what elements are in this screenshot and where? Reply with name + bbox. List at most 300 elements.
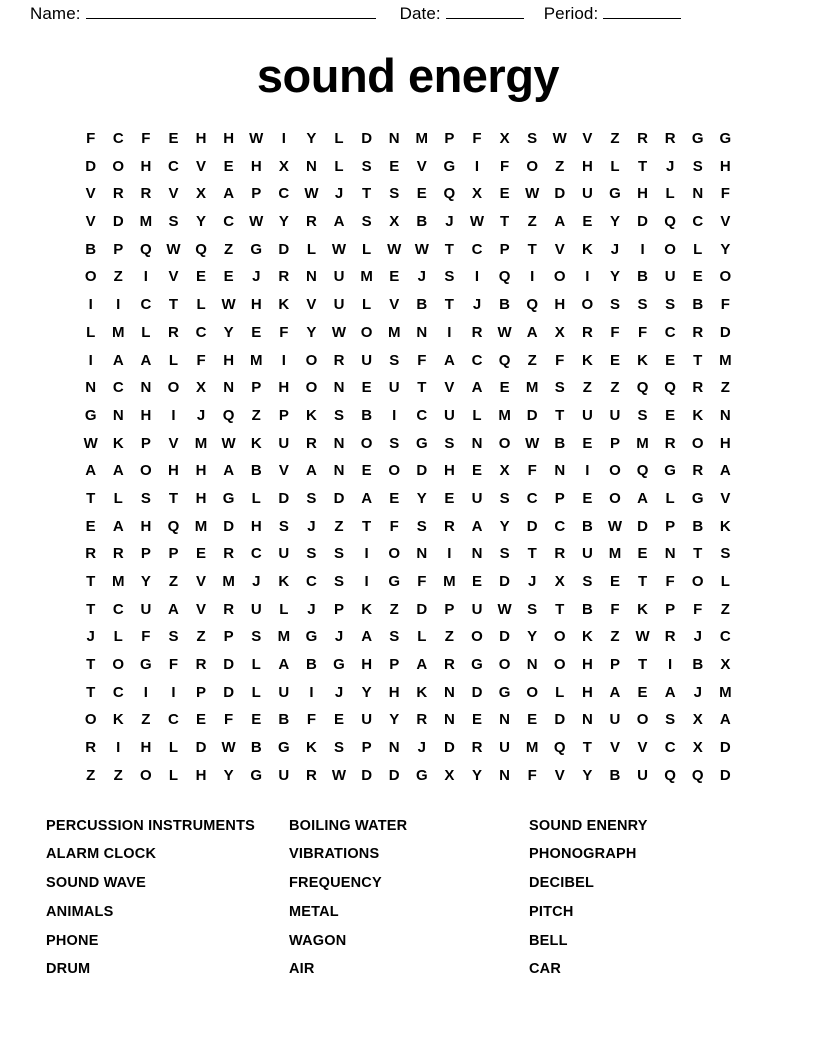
grid-cell[interactable]: R	[278, 268, 290, 286]
grid-cell[interactable]: H	[140, 157, 152, 175]
grid-cell[interactable]: P	[444, 130, 455, 147]
grid-cell[interactable]: T	[693, 351, 703, 369]
grid-cell[interactable]: C	[664, 323, 676, 341]
grid-cell[interactable]: L	[306, 240, 316, 258]
grid-cell[interactable]: G	[719, 130, 732, 147]
grid-cell[interactable]: Q	[636, 462, 649, 480]
grid-cell[interactable]: V	[554, 240, 565, 258]
grid-cell[interactable]: A	[664, 683, 676, 701]
word-list-item[interactable]: AIR	[289, 961, 315, 978]
grid-cell[interactable]: E	[196, 545, 207, 563]
grid-cell[interactable]: V	[168, 185, 179, 203]
grid-cell[interactable]: G	[443, 157, 456, 175]
grid-cell[interactable]: Z	[582, 379, 592, 397]
grid-cell[interactable]: E	[637, 545, 648, 563]
grid-cell[interactable]: M	[608, 545, 622, 563]
grid-cell[interactable]: I	[116, 739, 121, 757]
grid-cell[interactable]: H	[443, 462, 455, 480]
grid-cell[interactable]: U	[471, 489, 483, 507]
grid-cell[interactable]: Z	[527, 351, 537, 369]
grid-cell[interactable]: Y	[223, 766, 234, 784]
grid-cell[interactable]: R	[112, 185, 124, 203]
grid-cell[interactable]: O	[691, 573, 704, 590]
grid-cell[interactable]: I	[447, 545, 452, 563]
grid-cell[interactable]: G	[222, 489, 235, 507]
grid-cell[interactable]: V	[444, 379, 455, 397]
grid-cell[interactable]: C	[416, 406, 428, 424]
grid-cell[interactable]: A	[416, 656, 428, 674]
grid-cell[interactable]: I	[364, 573, 369, 590]
grid-cell[interactable]: L	[113, 489, 123, 507]
grid-cell[interactable]: I	[585, 462, 590, 480]
grid-cell[interactable]: S	[168, 628, 179, 646]
grid-cell[interactable]: E	[361, 379, 372, 397]
grid-cell[interactable]: K	[112, 711, 124, 729]
grid-cell[interactable]: F	[610, 323, 620, 341]
grid-cell[interactable]: E	[223, 157, 234, 175]
grid-cell[interactable]: S	[389, 185, 400, 203]
grid-cell[interactable]: F	[141, 130, 151, 147]
grid-cell[interactable]: W	[552, 130, 567, 147]
grid-cell[interactable]: S	[444, 434, 455, 452]
grid-cell[interactable]: R	[664, 628, 676, 646]
grid-cell[interactable]: G	[388, 573, 401, 590]
grid-cell[interactable]: H	[719, 434, 731, 452]
grid-cell[interactable]: D	[223, 656, 235, 674]
grid-cell[interactable]: R	[223, 545, 235, 563]
grid-cell[interactable]: A	[306, 462, 317, 480]
grid-cell[interactable]: R	[195, 656, 207, 674]
word-list-item[interactable]: METAL	[289, 903, 339, 920]
grid-cell[interactable]: K	[278, 296, 290, 314]
grid-cell[interactable]: Z	[389, 600, 399, 618]
grid-cell[interactable]: D	[554, 711, 566, 729]
grid-cell[interactable]: X	[389, 213, 400, 231]
word-list-item[interactable]: SOUND ENENRY	[529, 817, 648, 834]
grid-cell[interactable]: S	[554, 379, 565, 397]
grid-cell[interactable]: M	[498, 406, 511, 424]
grid-cell[interactable]: V	[416, 157, 427, 175]
grid-cell[interactable]: Q	[526, 296, 538, 314]
grid-cell[interactable]: B	[306, 656, 317, 674]
grid-cell[interactable]: Q	[664, 213, 676, 231]
grid-cell[interactable]: C	[278, 185, 290, 203]
grid-cell[interactable]: R	[692, 323, 704, 341]
grid-cell[interactable]: Y	[278, 213, 289, 231]
grid-cell[interactable]: V	[278, 462, 289, 480]
grid-cell[interactable]: O	[305, 379, 318, 397]
grid-cell[interactable]: T	[86, 683, 96, 701]
grid-cell[interactable]: U	[581, 545, 593, 563]
grid-cell[interactable]: K	[112, 434, 124, 452]
grid-cell[interactable]: P	[665, 600, 676, 618]
grid-cell[interactable]: G	[664, 462, 676, 480]
grid-cell[interactable]: I	[447, 323, 452, 341]
grid-cell[interactable]: Y	[499, 517, 510, 535]
grid-cell[interactable]: Y	[416, 489, 427, 507]
grid-cell[interactable]: S	[361, 213, 372, 231]
grid-cell[interactable]: Q	[664, 766, 676, 784]
grid-cell[interactable]: F	[665, 573, 675, 590]
grid-cell[interactable]: W	[469, 213, 485, 231]
grid-cell[interactable]: L	[472, 406, 482, 424]
grid-cell[interactable]: Z	[610, 379, 620, 397]
grid-cell[interactable]: J	[417, 268, 426, 286]
grid-cell[interactable]: O	[609, 462, 621, 480]
grid-cell[interactable]: A	[140, 351, 152, 369]
grid-cell[interactable]: F	[637, 323, 648, 341]
grid-cell[interactable]: M	[360, 268, 373, 286]
grid-cell[interactable]: H	[140, 739, 152, 757]
grid-cell[interactable]: N	[306, 157, 317, 175]
grid-cell[interactable]: Q	[195, 240, 207, 258]
grid-cell[interactable]: C	[692, 213, 704, 231]
grid-cell[interactable]: I	[171, 683, 176, 701]
grid-cell[interactable]: A	[85, 462, 97, 480]
grid-cell[interactable]: V	[389, 296, 400, 314]
grid-cell[interactable]: U	[443, 406, 455, 424]
grid-cell[interactable]: R	[664, 130, 676, 147]
grid-cell[interactable]: P	[609, 434, 620, 452]
grid-cell[interactable]: Q	[664, 379, 676, 397]
grid-cell[interactable]: R	[471, 323, 483, 341]
grid-cell[interactable]: A	[223, 185, 235, 203]
grid-cell[interactable]: J	[86, 628, 95, 646]
grid-cell[interactable]: F	[499, 157, 510, 175]
grid-cell[interactable]: L	[196, 296, 206, 314]
grid-cell[interactable]: E	[251, 323, 262, 341]
grid-cell[interactable]: H	[168, 462, 179, 480]
grid-cell[interactable]: E	[471, 462, 482, 480]
grid-cell[interactable]: Q	[498, 351, 511, 369]
grid-cell[interactable]: D	[333, 489, 345, 507]
grid-cell[interactable]: S	[334, 545, 345, 563]
grid-cell[interactable]: V	[168, 268, 179, 286]
grid-cell[interactable]: A	[471, 517, 483, 535]
grid-cell[interactable]: M	[443, 573, 456, 590]
grid-cell[interactable]: W	[607, 517, 623, 535]
grid-cell[interactable]: N	[333, 379, 345, 397]
grid-cell[interactable]: P	[499, 240, 510, 258]
grid-cell[interactable]: G	[609, 185, 621, 203]
grid-cell[interactable]: Q	[691, 766, 704, 784]
grid-cell[interactable]: Y	[527, 628, 538, 646]
grid-cell[interactable]: J	[196, 406, 206, 424]
grid-cell[interactable]: U	[278, 545, 290, 563]
grid-cell[interactable]: N	[388, 739, 400, 757]
word-list-item[interactable]: SOUND WAVE	[46, 875, 147, 892]
grid-cell[interactable]: W	[221, 739, 236, 757]
grid-cell[interactable]: T	[444, 240, 454, 258]
grid-cell[interactable]: A	[471, 379, 483, 397]
grid-cell[interactable]: S	[637, 406, 648, 424]
grid-cell[interactable]: N	[140, 379, 152, 397]
grid-cell[interactable]: A	[637, 489, 648, 507]
grid-cell[interactable]: M	[194, 434, 208, 452]
word-list-item[interactable]: WAGON	[289, 932, 347, 949]
grid-cell[interactable]: I	[281, 351, 286, 369]
grid-cell[interactable]: F	[86, 130, 96, 147]
grid-cell[interactable]: V	[609, 739, 620, 757]
grid-cell[interactable]: S	[389, 351, 400, 369]
grid-cell[interactable]: J	[334, 683, 344, 701]
grid-cell[interactable]: S	[416, 517, 427, 535]
grid-cell[interactable]: M	[139, 213, 153, 231]
grid-cell[interactable]: U	[499, 739, 510, 757]
grid-cell[interactable]: L	[334, 130, 344, 147]
grid-cell[interactable]: F	[472, 130, 482, 147]
grid-cell[interactable]: A	[361, 628, 373, 646]
grid-cell[interactable]: P	[223, 628, 234, 646]
grid-cell[interactable]: S	[665, 711, 676, 729]
grid-cell[interactable]: E	[389, 157, 400, 175]
grid-cell[interactable]: T	[362, 517, 372, 535]
grid-cell[interactable]: C	[471, 351, 483, 369]
grid-cell[interactable]: T	[637, 157, 648, 175]
grid-cell[interactable]: Q	[498, 268, 511, 286]
grid-cell[interactable]: B	[692, 656, 704, 674]
grid-cell[interactable]: R	[140, 185, 152, 203]
grid-cell[interactable]: N	[416, 323, 428, 341]
grid-cell[interactable]: X	[554, 573, 565, 590]
grid-cell[interactable]: A	[223, 462, 235, 480]
grid-cell[interactable]: X	[196, 379, 207, 397]
grid-cell[interactable]: E	[582, 489, 593, 507]
grid-cell[interactable]: L	[362, 240, 372, 258]
grid-cell[interactable]: W	[635, 628, 650, 646]
grid-cell[interactable]: O	[498, 434, 511, 452]
grid-cell[interactable]: B	[554, 434, 566, 452]
grid-cell[interactable]: D	[637, 213, 648, 231]
grid-cell[interactable]: W	[83, 434, 98, 452]
grid-cell[interactable]: E	[665, 406, 676, 424]
grid-cell[interactable]: P	[609, 656, 620, 674]
grid-cell[interactable]: U	[361, 351, 373, 369]
grid-cell[interactable]: T	[417, 379, 427, 397]
word-list-item[interactable]: PHONOGRAPH	[529, 846, 637, 863]
grid-cell[interactable]: N	[692, 185, 704, 203]
grid-cell[interactable]: H	[140, 517, 152, 535]
grid-cell[interactable]: F	[417, 573, 427, 590]
grid-cell[interactable]: J	[528, 573, 537, 590]
grid-cell[interactable]: G	[250, 240, 263, 258]
grid-cell[interactable]: H	[719, 157, 731, 175]
grid-cell[interactable]: T	[555, 406, 565, 424]
grid-cell[interactable]: I	[530, 268, 535, 286]
grid-cell[interactable]: G	[691, 489, 704, 507]
grid-cell[interactable]: E	[389, 489, 400, 507]
grid-cell[interactable]: P	[389, 656, 400, 674]
grid-cell[interactable]: N	[719, 406, 731, 424]
grid-cell[interactable]: B	[416, 213, 428, 231]
grid-cell[interactable]: T	[527, 240, 537, 258]
grid-cell[interactable]: K	[306, 406, 317, 424]
grid-cell[interactable]: Y	[306, 130, 317, 147]
grid-cell[interactable]: U	[333, 296, 345, 314]
grid-cell[interactable]: H	[361, 656, 373, 674]
grid-cell[interactable]: I	[585, 268, 590, 286]
grid-cell[interactable]: B	[581, 517, 593, 535]
grid-cell[interactable]: A	[361, 489, 373, 507]
grid-cell[interactable]: V	[196, 600, 207, 618]
grid-cell[interactable]: F	[527, 766, 537, 784]
grid-cell[interactable]: X	[444, 766, 455, 784]
word-list-item[interactable]: PERCUSSION INSTRUMENTS	[46, 817, 256, 834]
grid-cell[interactable]: Q	[140, 240, 152, 258]
grid-cell[interactable]: T	[86, 600, 96, 618]
grid-cell[interactable]: B	[692, 517, 704, 535]
grid-cell[interactable]: N	[471, 545, 483, 563]
grid-cell[interactable]: D	[471, 683, 483, 701]
grid-cell[interactable]: D	[416, 600, 428, 618]
grid-cell[interactable]: U	[581, 185, 593, 203]
grid-cell[interactable]: P	[665, 517, 676, 535]
grid-cell[interactable]: I	[281, 130, 286, 147]
grid-cell[interactable]: R	[333, 351, 345, 369]
grid-cell[interactable]: W	[166, 240, 181, 258]
grid-cell[interactable]: D	[443, 739, 455, 757]
grid-cell[interactable]: E	[471, 711, 482, 729]
grid-cell[interactable]: N	[306, 268, 317, 286]
grid-cell[interactable]: D	[526, 406, 538, 424]
grid-cell[interactable]: R	[306, 766, 317, 784]
grid-cell[interactable]: Q	[553, 739, 566, 757]
grid-cell[interactable]: O	[526, 157, 538, 175]
grid-cell[interactable]: C	[168, 711, 179, 729]
grid-cell[interactable]: J	[252, 573, 261, 590]
grid-cell[interactable]: N	[85, 379, 97, 397]
grid-cell[interactable]: E	[251, 711, 262, 729]
grid-cell[interactable]: E	[196, 711, 207, 729]
grid-cell[interactable]: Z	[720, 379, 730, 397]
grid-cell[interactable]: N	[388, 130, 400, 147]
grid-cell[interactable]: K	[250, 434, 262, 452]
grid-cell[interactable]: T	[168, 296, 179, 314]
grid-cell[interactable]: D	[223, 517, 235, 535]
grid-cell[interactable]: E	[609, 351, 620, 369]
grid-cell[interactable]: O	[388, 545, 401, 563]
grid-cell[interactable]: Z	[224, 240, 234, 258]
grid-cell[interactable]: L	[610, 157, 620, 175]
grid-cell[interactable]: Y	[140, 573, 151, 590]
grid-cell[interactable]: G	[84, 406, 97, 424]
grid-cell[interactable]: K	[692, 406, 704, 424]
grid-cell[interactable]: L	[168, 351, 179, 369]
word-list-item[interactable]: PHONE	[46, 932, 99, 949]
grid-cell[interactable]: B	[692, 296, 704, 314]
grid-cell[interactable]: A	[719, 462, 731, 480]
grid-cell[interactable]: O	[140, 766, 152, 784]
grid-cell[interactable]: B	[416, 296, 428, 314]
grid-cell[interactable]: L	[665, 185, 675, 203]
grid-cell[interactable]: I	[116, 296, 121, 314]
grid-cell[interactable]: N	[416, 545, 428, 563]
grid-cell[interactable]: Z	[334, 517, 344, 535]
grid-cell[interactable]: S	[334, 739, 345, 757]
grid-cell[interactable]: S	[665, 296, 676, 314]
grid-cell[interactable]: K	[581, 351, 593, 369]
grid-cell[interactable]: S	[499, 489, 510, 507]
grid-cell[interactable]: A	[112, 351, 124, 369]
grid-cell[interactable]: K	[306, 739, 317, 757]
grid-cell[interactable]: R	[664, 434, 676, 452]
grid-cell[interactable]: K	[361, 600, 373, 618]
grid-cell[interactable]: S	[334, 406, 345, 424]
grid-cell[interactable]: U	[278, 434, 290, 452]
grid-cell[interactable]: L	[362, 296, 372, 314]
grid-cell[interactable]: W	[249, 130, 264, 147]
grid-cell[interactable]: J	[693, 628, 702, 646]
grid-cell[interactable]: R	[306, 213, 317, 231]
grid-cell[interactable]: Y	[361, 683, 372, 701]
grid-cell[interactable]: A	[443, 351, 455, 369]
grid-cell[interactable]: F	[555, 351, 565, 369]
grid-cell[interactable]: U	[333, 268, 345, 286]
grid-cell[interactable]: X	[692, 711, 703, 729]
grid-cell[interactable]: W	[497, 323, 512, 341]
grid-cell[interactable]: R	[85, 545, 97, 563]
grid-cell[interactable]: H	[554, 296, 566, 314]
grid-cell[interactable]: S	[499, 545, 510, 563]
grid-cell[interactable]: D	[361, 766, 373, 784]
grid-cell[interactable]: M	[525, 739, 539, 757]
grid-cell[interactable]: O	[360, 434, 373, 452]
grid-cell[interactable]: F	[417, 351, 427, 369]
word-list-item[interactable]: ANIMALS	[46, 903, 114, 920]
grid-cell[interactable]: A	[168, 600, 179, 618]
grid-cell[interactable]: M	[194, 517, 208, 535]
grid-cell[interactable]: S	[334, 573, 345, 590]
grid-cell[interactable]: S	[278, 517, 289, 535]
grid-cell[interactable]: X	[499, 462, 510, 480]
grid-cell[interactable]: M	[415, 130, 429, 147]
grid-cell[interactable]: L	[665, 489, 675, 507]
word-list-item[interactable]: FREQUENCY	[289, 875, 382, 892]
grid-cell[interactable]: O	[664, 240, 676, 258]
grid-cell[interactable]: O	[581, 296, 594, 314]
grid-cell[interactable]: U	[664, 268, 676, 286]
grid-cell[interactable]: O	[140, 462, 152, 480]
grid-cell[interactable]: O	[553, 628, 566, 646]
grid-cell[interactable]: I	[640, 240, 645, 258]
grid-cell[interactable]: R	[416, 711, 428, 729]
grid-cell[interactable]: T	[86, 656, 96, 674]
grid-cell[interactable]: P	[113, 240, 124, 258]
grid-cell[interactable]: S	[609, 296, 620, 314]
grid-cell[interactable]: C	[112, 130, 124, 147]
grid-cell[interactable]: U	[388, 379, 400, 397]
grid-cell[interactable]: X	[196, 185, 207, 203]
grid-cell[interactable]: W	[221, 434, 236, 452]
grid-cell[interactable]: I	[171, 406, 176, 424]
grid-cell[interactable]: L	[555, 683, 565, 701]
grid-cell[interactable]: C	[223, 213, 235, 231]
grid-cell[interactable]: A	[112, 462, 124, 480]
grid-cell[interactable]: W	[414, 240, 429, 258]
grid-cell[interactable]: U	[361, 711, 373, 729]
grid-cell[interactable]: B	[637, 268, 648, 286]
grid-cell[interactable]: Y	[471, 766, 482, 784]
grid-cell[interactable]: B	[361, 406, 373, 424]
grid-cell[interactable]: R	[112, 545, 124, 563]
grid-cell[interactable]: L	[168, 766, 179, 784]
grid-cell[interactable]: I	[392, 406, 397, 424]
grid-cell[interactable]: E	[582, 434, 593, 452]
grid-cell[interactable]: E	[499, 379, 510, 397]
grid-cell[interactable]: Q	[443, 185, 456, 203]
grid-cell[interactable]: E	[527, 711, 538, 729]
grid-cell[interactable]: P	[334, 600, 345, 618]
